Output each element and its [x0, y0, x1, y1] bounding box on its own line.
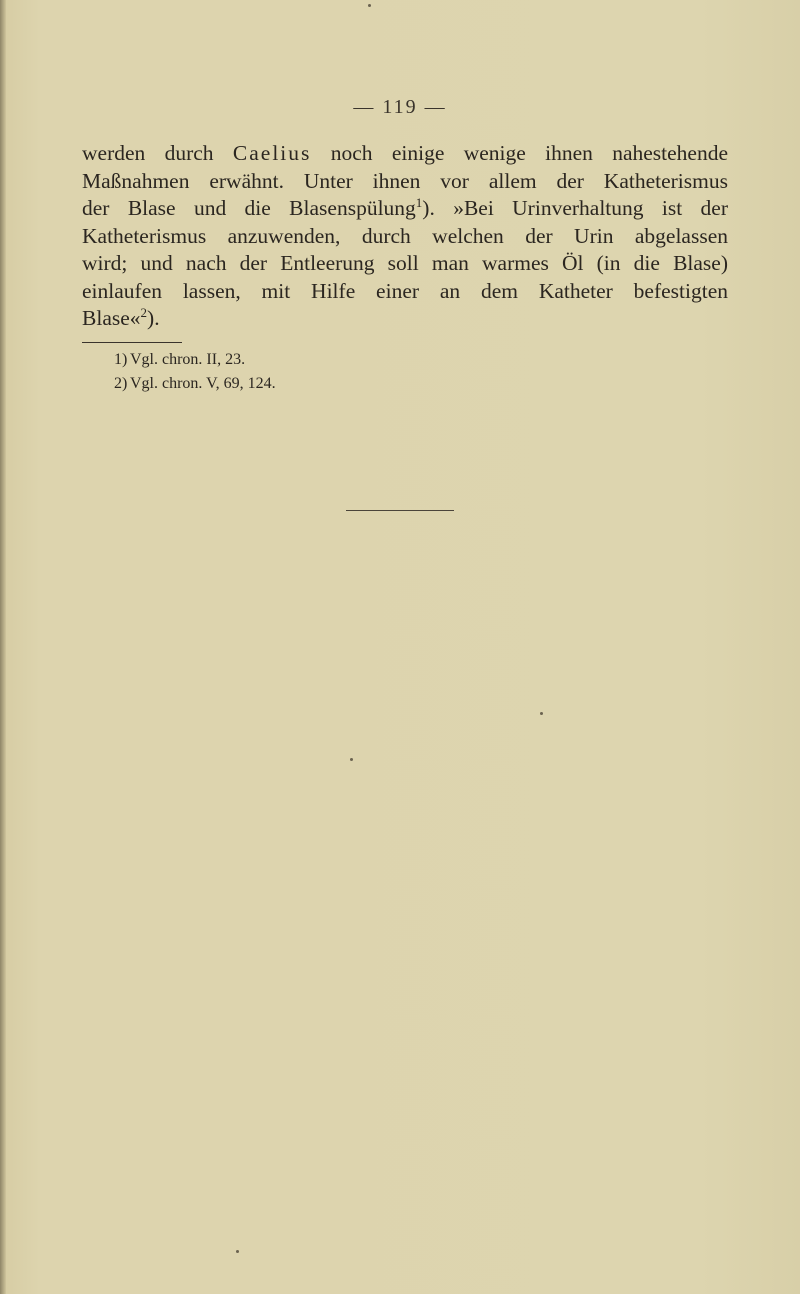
text-line: wird; und nach der Entleerung soll man warmes Öl (in die Blase)	[82, 251, 728, 275]
footnote-ref: 1	[415, 194, 423, 210]
text-line: Blase«$^2$).	[82, 304, 160, 330]
text-line: werden durch Caelius noch einige wenige ihnen nahestehende	[82, 141, 729, 165]
page-edge-shadow	[0, 0, 6, 1294]
footnote-text: Vgl. chron. V, 69, 124.	[130, 375, 276, 392]
paper-speck	[368, 4, 371, 7]
text-line: Katheterismus anzuwenden, durch welchen der Urin abgelassen	[82, 223, 728, 248]
footnote-separator	[82, 342, 182, 343]
footnotes	[114, 348, 276, 396]
text-line: der Blase und die Blasenspülung$^1$). »Bei Urinverhaltung ist der	[82, 194, 729, 220]
text-line: einlaufen lassen, mit Hilfe einer an dem Katheter befestigten	[82, 278, 728, 303]
end-rule	[346, 510, 454, 511]
paper-speck	[540, 712, 543, 715]
author-name: Caelius	[232, 141, 312, 165]
page-number: — 119 —	[353, 96, 447, 118]
paper-speck	[350, 758, 353, 761]
footnote-ref: 2	[140, 304, 148, 320]
footnote-mark: 1)	[114, 351, 128, 368]
footnote	[114, 372, 276, 396]
footnote-mark: 2)	[114, 375, 128, 392]
footnote-text: Vgl. chron. II, 23.	[130, 351, 246, 368]
text-line: Maßnahmen erwähnt. Unter ihnen vor allem der Katheterismus	[82, 168, 728, 193]
paper-speck	[236, 1250, 239, 1253]
footnote	[114, 348, 276, 372]
body-paragraph	[82, 140, 728, 333]
